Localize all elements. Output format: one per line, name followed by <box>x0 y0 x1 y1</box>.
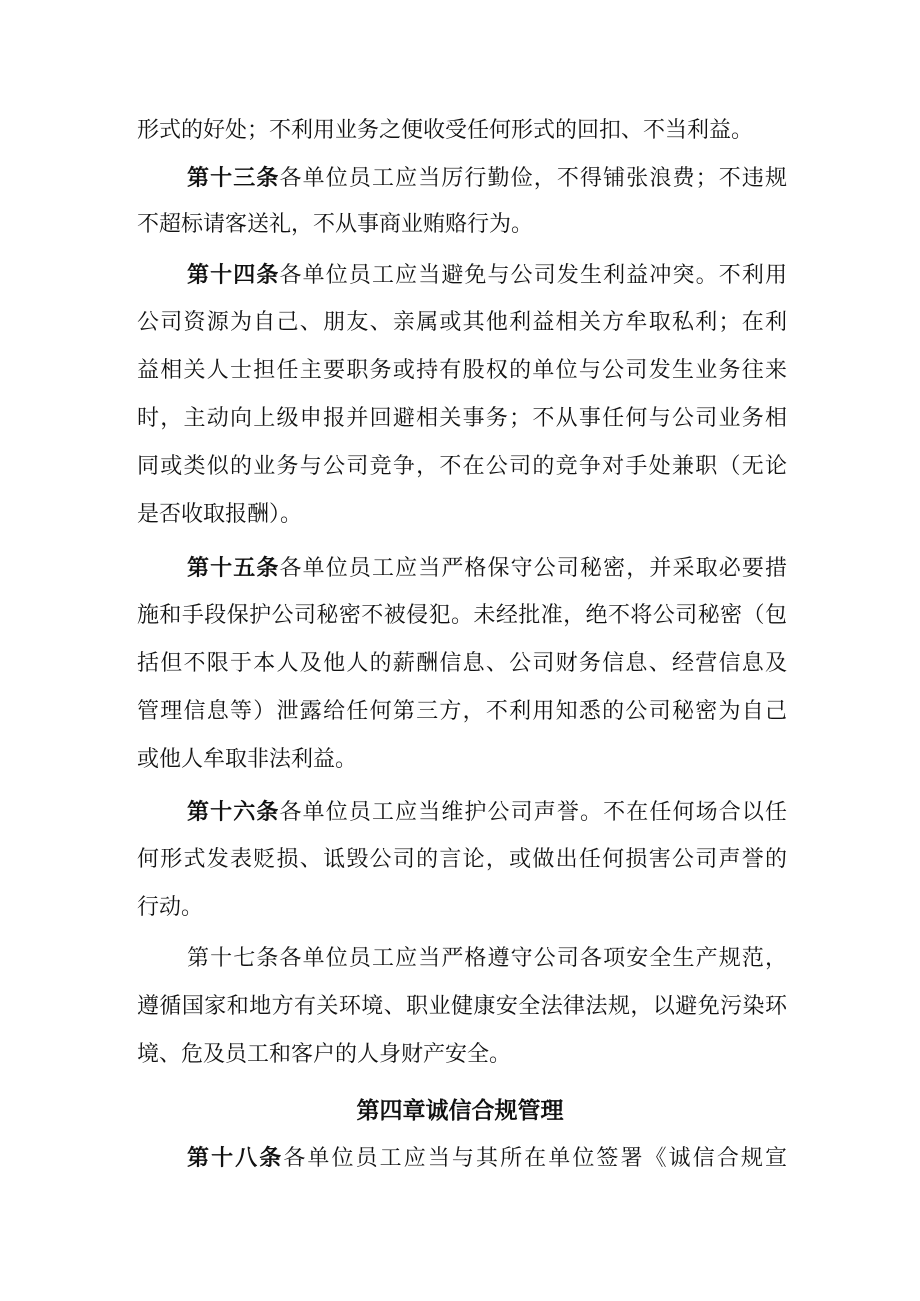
text-line: 时，主动向上级申报并回避相关事务；不从事任何与公司业务相 <box>137 406 787 431</box>
text-line: 何形式发表贬损、诋毁公司的言论，或做出任何损害公司声誉的 <box>137 847 787 872</box>
article-number: 第十八条 <box>187 1145 284 1171</box>
chapter-heading: 第四章诚信合规管理 <box>356 1098 564 1124</box>
text-line: 不超标请客送礼，不从事商业贿赂行为。 <box>137 212 534 237</box>
article-17-line: 第十七条各单位员工应当严格遵守公司各项安全生产规范， <box>187 946 787 971</box>
text-line: 施和手段保护公司秘密不被侵犯。未经批准，绝不将公司秘密（包 <box>137 603 787 628</box>
article-16-line: 第十六条各单位员工应当维护公司声誉。不在任何场合以任 <box>187 799 787 825</box>
text-line: 境、危及员工和客户的人身财产安全。 <box>137 1042 512 1067</box>
text-line: 益相关人士担任主要职务或持有股权的单位与公司发生业务往来 <box>137 358 787 383</box>
text-line: 行动。 <box>137 895 204 920</box>
text-line: 管理信息等）泄露给任何第三方，不利用知悉的公司秘密为自己 <box>137 699 787 724</box>
article-number: 第十三条 <box>187 165 280 191</box>
text-line: 括但不限于本人及他人的薪酬信息、公司财务信息、经营信息及 <box>137 651 787 676</box>
article-14-line: 第十四条各单位员工应当避免与公司发生利益冲突。不利用 <box>187 262 787 288</box>
article-15-line: 第十五条各单位员工应当严格保守公司秘密，并采取必要措 <box>187 555 787 581</box>
article-number: 第十四条 <box>187 262 280 288</box>
article-number: 第十五条 <box>187 555 280 581</box>
article-13-line: 第十三条各单位员工应当厉行勤俭，不得铺张浪费；不违规 <box>187 165 787 191</box>
article-number: 第十六条 <box>187 799 280 825</box>
text-line: 遵循国家和地方有关环境、职业健康安全法律法规，以避免污染环 <box>137 994 787 1019</box>
article-18-line: 第十八条各单位员工应当与其所在单位签署《诚信合规宣 <box>187 1145 787 1171</box>
text-line: 公司资源为自己、朋友、亲属或其他利益相关方牟取私利；在利 <box>137 310 787 335</box>
text-line: 是否收取报酬）。 <box>137 502 303 527</box>
text-line: 形式的好处；不利用业务之便收受任何形式的回扣、不当利益。 <box>137 118 754 143</box>
text-line: 或他人牟取非法利益。 <box>137 747 358 772</box>
text-line: 同或类似的业务与公司竞争，不在公司的竞争对手处兼职（无论 <box>137 454 787 479</box>
